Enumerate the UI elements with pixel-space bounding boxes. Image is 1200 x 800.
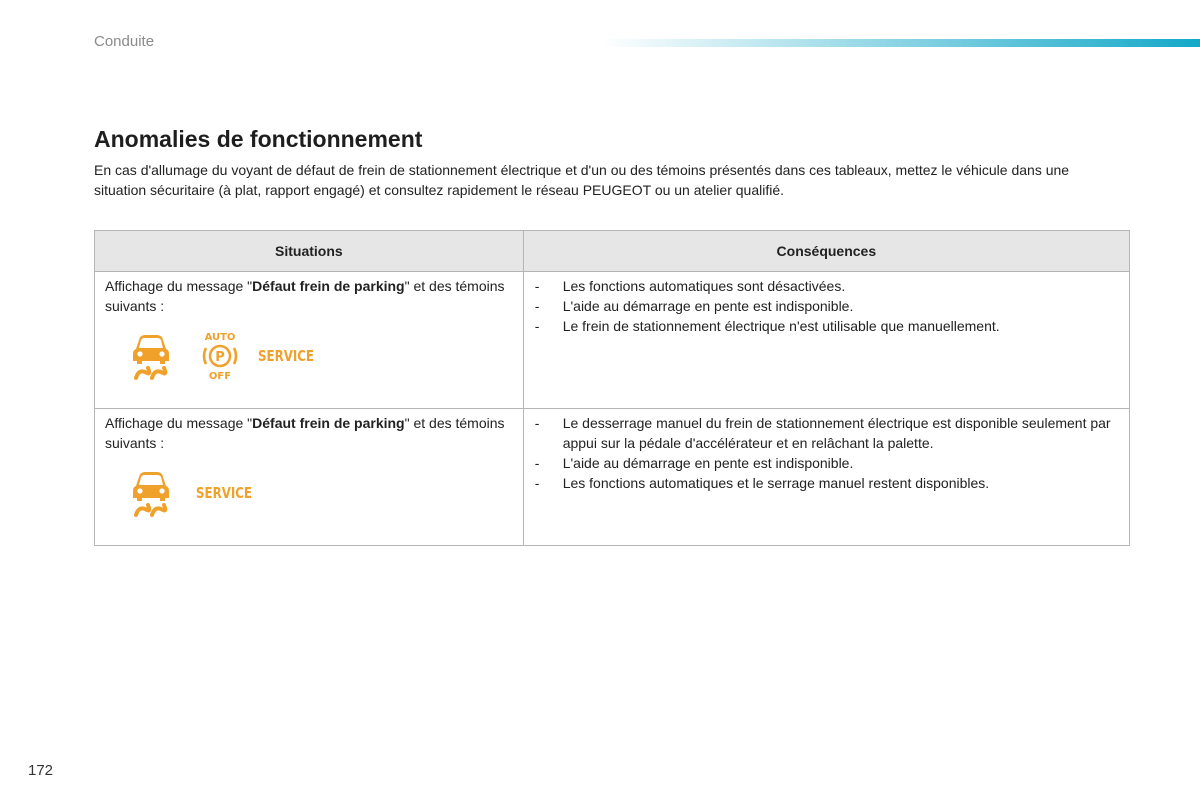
skid-car-icon bbox=[127, 330, 175, 387]
auto-label: AUTO bbox=[204, 332, 236, 343]
service-label: SERVICE bbox=[258, 347, 314, 365]
section-label: Conduite bbox=[94, 33, 155, 50]
warning-lights bbox=[105, 330, 513, 387]
situation-prefix: Affichage du message " bbox=[105, 278, 253, 294]
service-icon bbox=[257, 345, 317, 372]
list-item: - L'aide au démarrage en pente est indisponible. bbox=[534, 453, 1119, 473]
column-header-situations: Situations bbox=[95, 231, 524, 272]
column-header-consequences: Conséquences bbox=[523, 231, 1129, 272]
header-accent-bar bbox=[600, 39, 1200, 47]
situation-cell bbox=[95, 272, 524, 409]
situation-cell bbox=[95, 409, 524, 546]
situation-suffix: " et des témoins suivants : bbox=[105, 415, 505, 451]
p-label: P bbox=[215, 350, 225, 365]
table-header-row bbox=[95, 231, 1130, 272]
consequences-cell bbox=[523, 409, 1129, 546]
page-title: Anomalies de fonctionnement bbox=[94, 126, 423, 152]
anomalies-table bbox=[94, 230, 1130, 546]
service-icon bbox=[195, 482, 255, 509]
situation-prefix: Affichage du message " bbox=[105, 415, 253, 431]
list-item: - Le desserrage manuel du frein de stationnement électrique est disponible seulement par appui sur la pédale d'accélérateur et en relâchant la palette. bbox=[534, 413, 1119, 453]
message-name: Défaut frein de parking bbox=[252, 415, 405, 431]
list-item: - L'aide au démarrage en pente est indisponible. bbox=[534, 296, 1119, 316]
list-item: - Le frein de stationnement électrique n'est utilisable que manuellement. bbox=[534, 316, 1119, 336]
consequences-list bbox=[534, 276, 1119, 336]
situation-text bbox=[105, 413, 513, 453]
table-row bbox=[95, 272, 1130, 409]
message-name: Défaut frein de parking bbox=[252, 278, 405, 294]
list-item: - Les fonctions automatiques sont désactivées. bbox=[534, 276, 1119, 296]
situation-text bbox=[105, 276, 513, 316]
service-label: SERVICE bbox=[196, 484, 252, 502]
table-row bbox=[95, 409, 1130, 546]
situation-suffix: " et des témoins suivants : bbox=[105, 278, 505, 314]
consequences-cell bbox=[523, 272, 1129, 409]
intro-paragraph: En cas d'allumage du voyant de défaut de frein de stationnement électrique et d'un ou des témoins présentés dans ces tableaux, mettez le véhicule dans une situation sécuritaire (à plat, rapport engagé) et consultez rapidement le réseau PEUGEOT ou un atelier qualifié. bbox=[94, 162, 1070, 198]
list-item: - Les fonctions automatiques et le serrage manuel restent disponibles. bbox=[534, 473, 1119, 493]
page-number: 172 bbox=[28, 762, 54, 779]
warning-lights bbox=[105, 467, 513, 524]
skid-car-icon bbox=[127, 467, 175, 524]
consequences-list bbox=[534, 413, 1119, 493]
off-label: OFF bbox=[208, 371, 232, 382]
auto-p-off-icon bbox=[199, 330, 241, 387]
